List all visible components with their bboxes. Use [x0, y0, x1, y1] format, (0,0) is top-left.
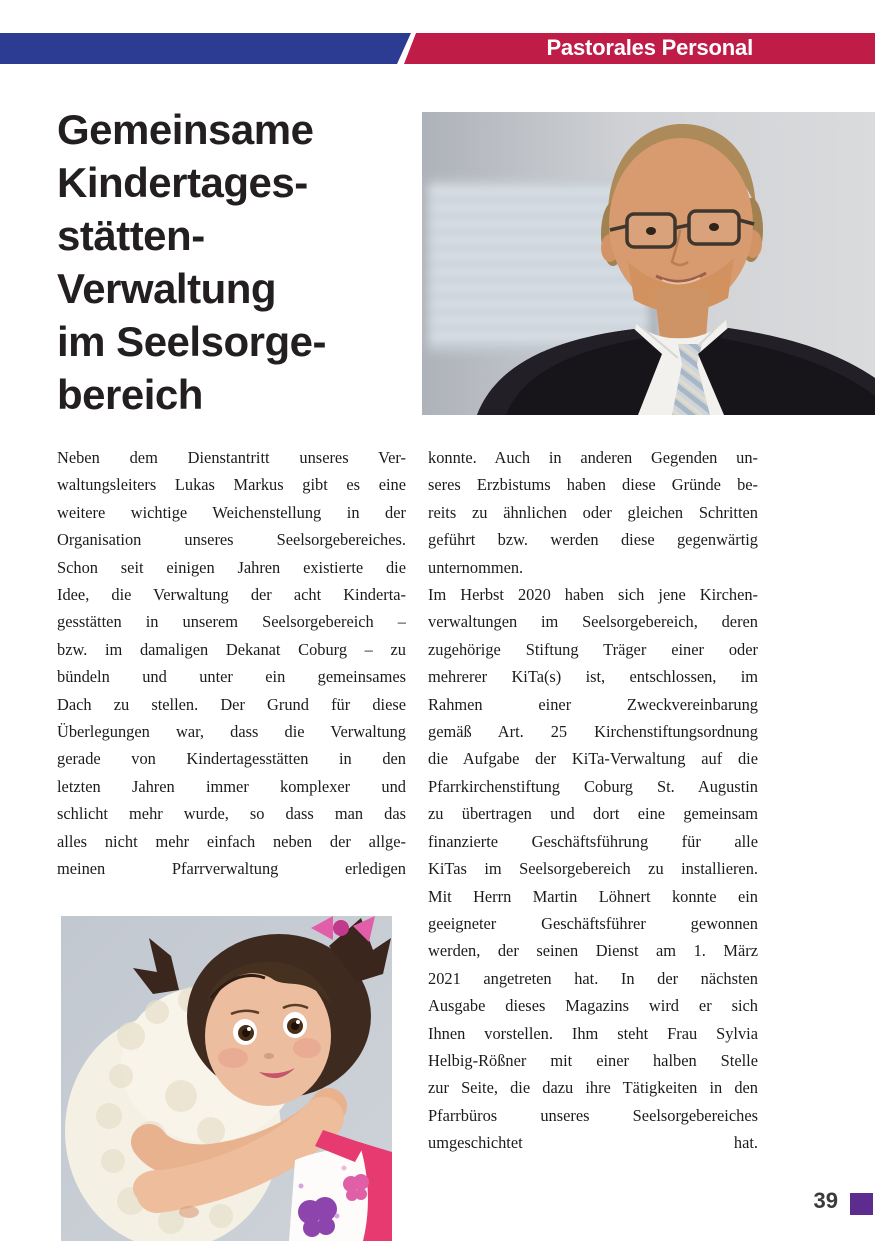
text-line: Rahmen einer Zweckvereinbarung	[428, 694, 758, 714]
text-line: Ihnen vorstellen. Ihm steht Frau Sylvia	[428, 1023, 758, 1043]
text-line: meinen Pfarrverwaltung erledigen	[57, 859, 406, 879]
text-line: Organisation unseres Seelsorgebereiches.	[57, 530, 406, 550]
text-line: Helbig-Rößner mit einer halben Stelle	[428, 1050, 758, 1070]
text-line: KiTas im Seelsorgebereich zu installieren.	[428, 859, 758, 879]
text-line: seres Erzbistums haben diese Gründe be-	[428, 475, 758, 495]
text-line: Neben dem Dienstantritt unseres Ver-	[57, 448, 406, 467]
text-line: zugehörige Stiftung Träger einer oder	[428, 639, 758, 659]
text-line: geeigneter Geschäftsführer gewonnen	[428, 913, 758, 933]
text-line: verwaltungen im Seelsorgebereich, deren	[428, 612, 758, 632]
body-column-1	[57, 444, 406, 883]
footer-square	[850, 1193, 873, 1215]
text-line: unternommen.	[428, 557, 524, 577]
text-line: schlicht mehr wurde, so dass man das	[57, 804, 406, 824]
text-line: Pfarrkirchenstiftung Coburg St. Augustin	[428, 776, 758, 796]
text-line: Gemeinsame	[57, 106, 314, 153]
text-line: umgeschichtet hat.	[428, 1133, 758, 1153]
child-photo	[61, 916, 392, 1241]
text-line: finanzierte Geschäftsführung für alle	[428, 831, 758, 851]
text-line: werden, der seinen Dienst am 1. März	[428, 941, 758, 961]
portrait-photo	[422, 112, 875, 415]
text-line: die Aufgabe der KiTa-Verwaltung auf die	[428, 749, 758, 769]
text-line: konnte. Auch in anderen Gegenden un-	[428, 448, 758, 467]
text-line: Überlegungen war, dass die Verwaltung	[57, 722, 406, 742]
text-line: zu übertragen und dort eine gemeinsam	[428, 804, 758, 824]
text-line: zur Seite, die dazu ihre Tätigkeiten in den	[428, 1078, 758, 1098]
text-line: letzten Jahren immer komplexer und	[57, 776, 406, 796]
text-line: Idee, die Verwaltung der acht Kinderta-	[57, 585, 406, 605]
text-line: 2021 angetreten hat. In der nächsten	[428, 968, 758, 988]
portrait-photo-graphic	[422, 112, 875, 415]
text-line: Dach zu stellen. Der Grund für diese	[57, 694, 406, 714]
body-column-2	[428, 444, 758, 1157]
text-line: mehrerer KiTa(s) ist, entschlossen, im	[428, 667, 758, 687]
article-title	[57, 103, 326, 421]
text-line: geführt bzw. werden diese gegenwärtig	[428, 530, 758, 550]
text-line: bündeln und unter ein gemeinsames	[57, 667, 406, 687]
text-line: Pfarrbüros unseres Seelsorgebereiches	[428, 1105, 758, 1125]
text-line: Schon seit einigen Jahren existierte die	[57, 557, 406, 577]
text-line: alles nicht mehr einfach neben der allge-	[57, 831, 406, 851]
child-photo-graphic	[61, 916, 392, 1241]
text-line: bereich	[57, 371, 203, 418]
text-line: Kindertages-	[57, 159, 308, 206]
page-number: 39	[813, 1188, 838, 1213]
text-line: Ausgabe dieses Magazins wird er sich	[428, 996, 758, 1016]
text-line: Mit Herrn Martin Löhnert konnte ein	[428, 886, 758, 906]
section-label: Pastorales Personal	[546, 34, 753, 60]
text-line: gesstätten in unserem Seelsorgebereich –	[57, 612, 406, 632]
text-line: gerade von Kindertagesstätten in den	[57, 749, 406, 769]
text-line: gemäß Art. 25 Kirchenstiftungsordnung	[428, 722, 758, 742]
text-line: reits zu ähnlichen oder gleichen Schritten	[428, 502, 758, 522]
text-line: Im Herbst 2020 haben sich jene Kirchen-	[428, 585, 758, 605]
text-line: bzw. im damaligen Dekanat Coburg – zu	[57, 639, 406, 659]
text-line: Verwaltung	[57, 265, 277, 312]
text-line: stätten-	[57, 212, 205, 259]
text-line: im Seelsorge-	[57, 318, 326, 365]
text-line: waltungsleiters Lukas Markus gibt es eine	[57, 475, 406, 495]
text-line: weitere wichtige Weichenstellung in der	[57, 502, 406, 522]
header-bar	[0, 33, 875, 64]
